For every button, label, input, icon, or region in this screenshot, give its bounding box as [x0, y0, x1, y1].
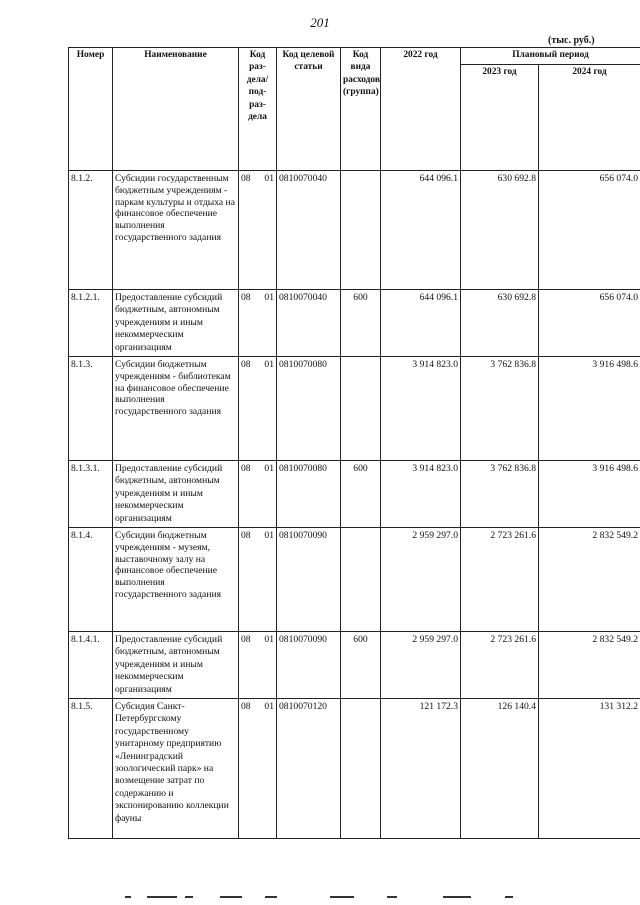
row-subsection-code: 01	[264, 463, 274, 474]
row-name: Предоставление субсидий бюджетным, автономным учреждениям и иным некоммерческим организациям	[113, 632, 239, 699]
row-number: 8.1.4.	[69, 528, 113, 632]
row-name: Субсидия Санкт-Петербургскому государственному унитарному предприятию «Ленинградский зоологический парк» на возмещение затрат по содержанию и экспонированию коллекции фауны	[113, 699, 239, 839]
table-row	[69, 171, 640, 290]
row-target: 0810070120	[277, 699, 341, 839]
row-2023: 3 762 836.8	[461, 461, 539, 528]
row-type: 600	[341, 632, 381, 699]
header-number: Номер	[69, 48, 113, 171]
row-section	[239, 290, 277, 357]
header-expense-type: Код вида расходов (группа)	[341, 48, 381, 171]
row-number: 8.1.2.1.	[69, 290, 113, 357]
row-number: 8.1.5.	[69, 699, 113, 839]
row-number: 8.1.2.	[69, 171, 113, 290]
row-2024: 3 916 498.6	[539, 461, 640, 528]
row-target: 0810070090	[277, 528, 341, 632]
row-2024: 656 074.0	[539, 171, 640, 290]
row-section-code: 08	[241, 701, 251, 712]
row-2023: 126 140.4	[461, 699, 539, 839]
row-2022: 2 959 297.0	[381, 528, 461, 632]
row-target: 0810070090	[277, 632, 341, 699]
row-section-code: 08	[241, 634, 251, 645]
row-2024: 2 832 549.2	[539, 632, 640, 699]
page-number: 201	[310, 15, 330, 30]
header-year-2023: 2023 год	[461, 65, 539, 171]
row-2024: 2 832 549.2	[539, 528, 640, 632]
header-section: Код раз- дела/ под- раз- дела	[239, 48, 277, 171]
row-2024: 131 312.2	[539, 699, 640, 839]
row-subsection-code: 01	[264, 634, 274, 645]
budget-table	[68, 47, 640, 839]
row-section	[239, 632, 277, 699]
row-name: Субсидии бюджетным учреждениям - библиотекам на финансовое обеспечение выполнения государственного задания	[113, 357, 239, 461]
row-target: 0810070040	[277, 171, 341, 290]
row-type: 600	[341, 461, 381, 528]
row-2024: 3 916 498.6	[539, 357, 640, 461]
row-subsection-code: 01	[264, 292, 274, 303]
row-2024: 656 074.0	[539, 290, 640, 357]
row-section	[239, 528, 277, 632]
row-2023: 2 723 261.6	[461, 632, 539, 699]
header-name: Наименование	[113, 48, 239, 171]
row-section	[239, 171, 277, 290]
row-target: 0810070080	[277, 357, 341, 461]
row-number: 8.1.4.1.	[69, 632, 113, 699]
row-name: Субсидии государственным бюджетным учреждениям - паркам культуры и отдыха на финансовое обеспечение выполнения государственного задания	[113, 171, 239, 290]
row-subsection-code: 01	[264, 530, 274, 541]
row-type	[341, 357, 381, 461]
row-2023: 630 692.8	[461, 290, 539, 357]
header-target: Код целевой статьи	[277, 48, 341, 171]
row-number: 8.1.3.	[69, 357, 113, 461]
row-2022: 3 914 823.0	[381, 357, 461, 461]
header-year-2022: 2022 год	[381, 48, 461, 171]
row-section	[239, 699, 277, 839]
row-name: Субсидии бюджетным учреждениям - музеям, выставочному залу на финансовое обеспечение выполнения государственного задания	[113, 528, 239, 632]
row-name: Предоставление субсидий бюджетным, автономным учреждениям и иным некоммерческим организациям	[113, 461, 239, 528]
row-subsection-code: 01	[264, 701, 274, 712]
row-2022: 644 096.1	[381, 290, 461, 357]
table-row	[69, 290, 640, 357]
row-section	[239, 357, 277, 461]
row-2022: 3 914 823.0	[381, 461, 461, 528]
row-2022: 644 096.1	[381, 171, 461, 290]
row-number: 8.1.3.1.	[69, 461, 113, 528]
row-type	[341, 171, 381, 290]
header-year-2024: 2024 год	[539, 65, 640, 171]
row-2023: 2 723 261.6	[461, 528, 539, 632]
row-subsection-code: 01	[264, 359, 274, 370]
row-2023: 630 692.8	[461, 171, 539, 290]
table-row	[69, 528, 640, 632]
row-subsection-code: 01	[264, 173, 274, 184]
row-type	[341, 699, 381, 839]
units-label: (тыс. руб.)	[548, 35, 595, 46]
row-type	[341, 528, 381, 632]
row-section-code: 08	[241, 173, 251, 184]
table-row	[69, 357, 640, 461]
row-section-code: 08	[241, 530, 251, 541]
table-row	[69, 632, 640, 699]
table-row	[69, 699, 640, 839]
row-section-code: 08	[241, 359, 251, 370]
row-name: Предоставление субсидий бюджетным, автономным учреждениям и иным некоммерческим организациям	[113, 290, 239, 357]
row-section	[239, 461, 277, 528]
row-type: 600	[341, 290, 381, 357]
table-row	[69, 461, 640, 528]
row-2023: 3 762 836.8	[461, 357, 539, 461]
row-2022: 2 959 297.0	[381, 632, 461, 699]
row-section-code: 08	[241, 292, 251, 303]
footer-scan-marks	[125, 896, 545, 898]
row-target: 0810070080	[277, 461, 341, 528]
row-section-code: 08	[241, 463, 251, 474]
row-2022: 121 172.3	[381, 699, 461, 839]
row-target: 0810070040	[277, 290, 341, 357]
header-plan-period: Плановый период	[461, 48, 640, 65]
